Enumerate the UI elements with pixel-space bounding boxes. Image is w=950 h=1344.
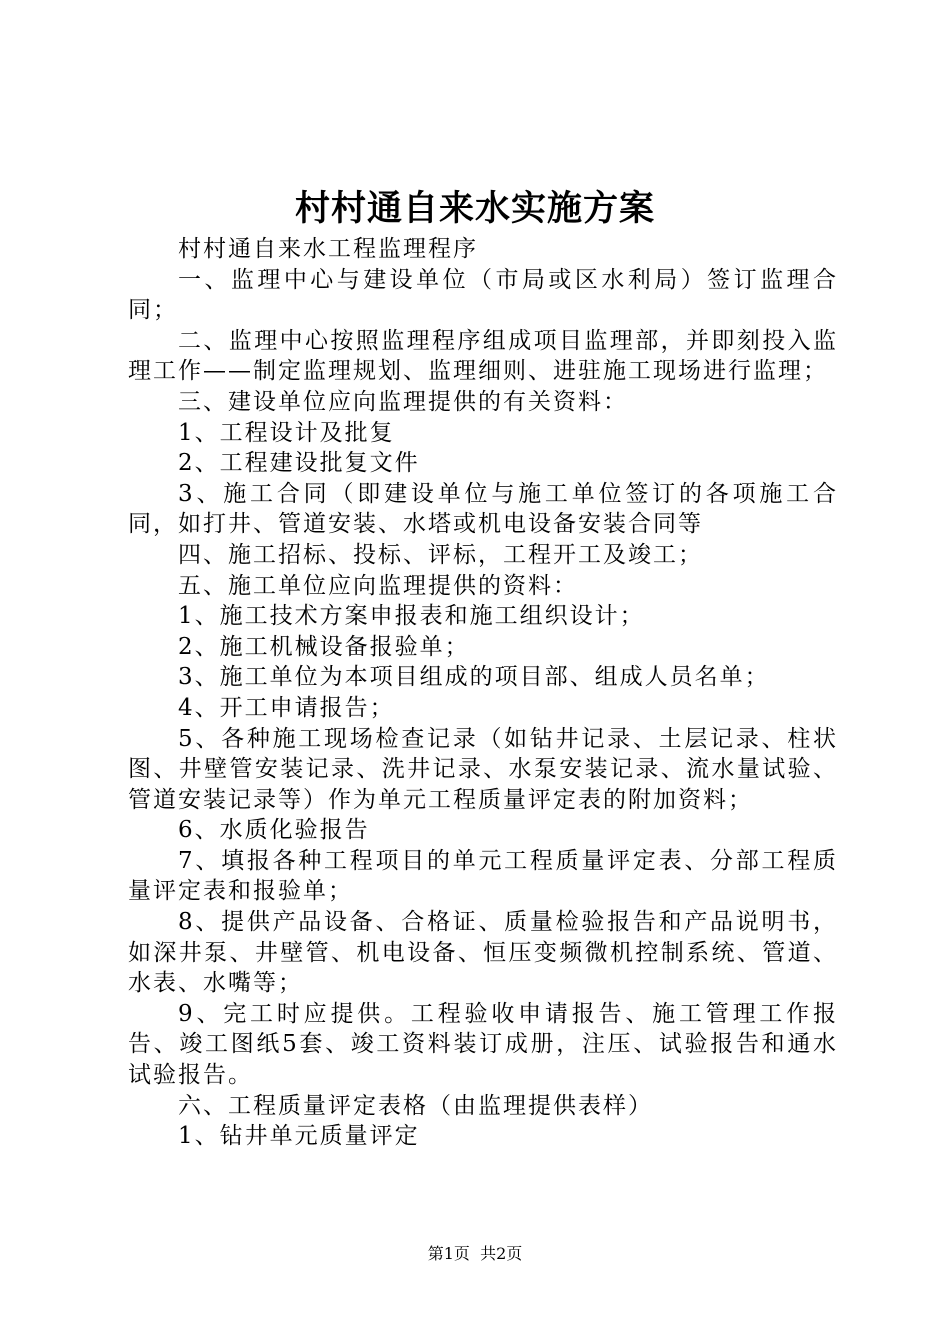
- paragraph: 2、工程建设批复文件: [178, 450, 420, 477]
- paragraph: 1、工程设计及批复: [178, 419, 395, 446]
- document-title: 村村通自来水实施方案: [294, 188, 655, 229]
- paragraph: 三、建设单位应向监理提供的有关资料：: [178, 388, 628, 415]
- paragraph: 5、各种施工现场检查记录（如钻井记录、土层记录、柱状图、井壁管安装记录、洗井记录、水泵安装记录、流水量试验、管道安装记录等）作为单元工程质量评定表的附加资料；: [128, 725, 838, 813]
- paragraph: 五、施工单位应向监理提供的资料：: [178, 572, 578, 599]
- paragraph: 3、施工合同（即建设单位与施工单位签订的各项施工合同，如打井、管道安装、水塔或机电设备安装合同等: [128, 480, 838, 538]
- paragraph: 二、监理中心按照监理程序组成项目监理部，并即刻投入监理工作——制定监理规划、监理细则、进驻施工现场进行监理；: [128, 327, 838, 385]
- document-body: [128, 234, 838, 1152]
- paragraph: 2、施工机械设备报验单；: [178, 633, 470, 660]
- paragraph: 9、完工时应提供。工程验收申请报告、施工管理工作报告、竣工图纸5套、竣工资料装订成册，注压、试验报告和通水试验报告。: [128, 1000, 838, 1089]
- paragraph: 1、钻井单元质量评定: [178, 1123, 420, 1150]
- paragraph: 4、开工申请报告；: [178, 694, 395, 721]
- paragraph: 6、水质化验报告: [178, 817, 370, 844]
- paragraph: 四、施工招标、投标、评标，工程开工及竣工；: [178, 541, 703, 568]
- paragraph: 1、施工技术方案申报表和施工组织设计；: [178, 603, 645, 630]
- paragraph: 六、工程质量评定表格（由监理提供表样）: [178, 1092, 653, 1119]
- paragraph: 8、提供产品设备、合格证、质量检验报告和产品说明书，如深井泵、井壁管、机电设备、恒压变频微机控制系统、管道、水表、水嘴等；: [128, 909, 838, 997]
- paragraph: 一、监理中心与建设单位（市局或区水利局）签订监理合同；: [128, 266, 838, 324]
- page-number-label: 第1页 共2页: [427, 1244, 523, 1263]
- paragraph: 村村通自来水工程监理程序: [178, 236, 478, 262]
- paragraph: 3、施工单位为本项目组成的项目部、组成人员名单；: [178, 664, 770, 691]
- paragraph: 7、填报各种工程项目的单元工程质量评定表、分部工程质量评定表和报验单；: [128, 847, 838, 905]
- page-footer: [0, 1242, 950, 1266]
